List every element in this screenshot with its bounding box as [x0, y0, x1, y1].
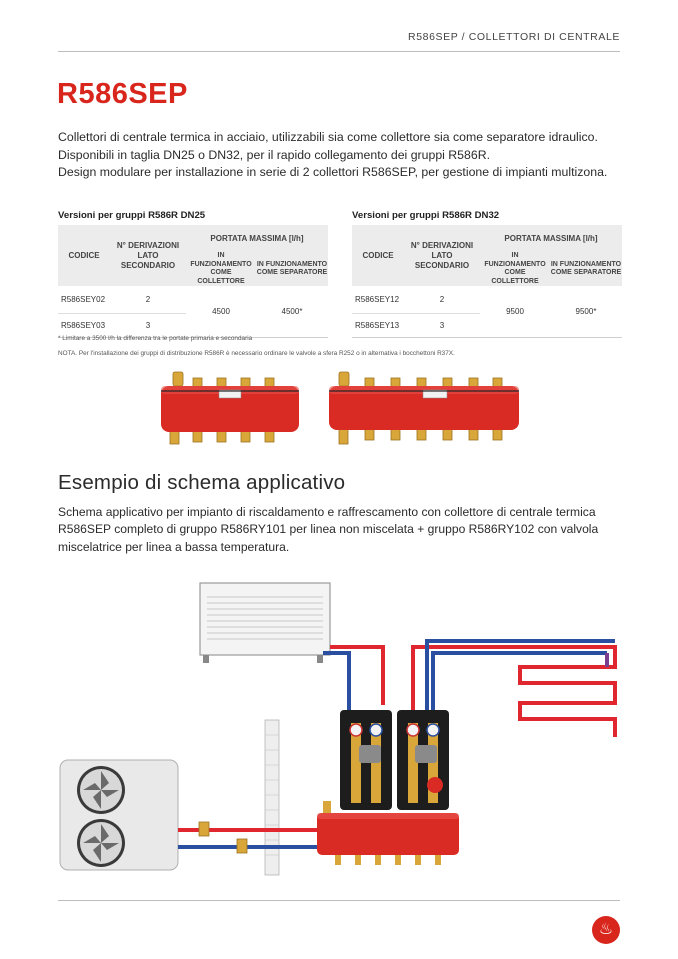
header-divider	[58, 51, 620, 52]
cell-flow-collector: 9500	[480, 286, 550, 337]
col-header-branches: N° DERIVAZIONI LATO SECONDARIO	[404, 225, 480, 286]
versions-table-dn32	[352, 225, 622, 338]
cell-branches: 3	[404, 313, 480, 337]
cell-code: R586SEY02	[58, 286, 110, 313]
example-text	[58, 504, 638, 556]
giacomini-logo-icon: ♨	[592, 916, 620, 944]
example-line: Schema applicativo per impianto di riscaldamento e raffrescamento con collettore di centrale termica	[58, 505, 596, 519]
product-image-r586sey03	[325, 370, 525, 452]
nota: NOTA. Per l'installazione dei gruppi di distribuzione R586R è necessario ordinare le valvole a sfera R252 o in alternativa i bocchettoni R37X.	[58, 350, 455, 357]
table-row	[352, 286, 622, 313]
example-title: Esempio di schema applicativo	[58, 471, 346, 494]
cell-branches: 3	[110, 313, 186, 337]
example-line: R586SEP completo di gruppo R586RY101 per linea non miscelata + gruppo R586RY102 con valvola	[58, 522, 599, 537]
col-header-branches: N° DERIVAZIONI LATO SECONDARIO	[110, 225, 186, 286]
intro-text	[58, 129, 628, 182]
table-title-dn25: Versioni per gruppi R586R DN25	[58, 210, 206, 221]
wall	[265, 720, 279, 875]
col-header-collector: IN FUNZIONAMENTO COME COLLETTORE	[186, 252, 256, 286]
cell-code: R586SEY03	[58, 313, 110, 337]
radiator	[200, 583, 330, 663]
page-title: R586SEP	[57, 78, 188, 110]
heat-pump-unit	[60, 760, 178, 870]
cell-flow-separator: 4500*	[256, 286, 328, 337]
col-header-code: CODICE	[58, 225, 110, 286]
intro-line: Collettori di centrale termica in acciaio, utilizzabili sia come collettore sia come separatore idraulico.	[58, 130, 598, 144]
intro-line: Disponibili in taglia DN25 o DN32, per il rapido collegamento dei gruppi R586R.	[58, 147, 490, 162]
cell-branches: 2	[404, 286, 480, 313]
footer-divider	[58, 900, 620, 901]
application-schematic	[55, 575, 625, 895]
pump-group-r586ry101	[340, 710, 392, 810]
col-header-collector: IN FUNZIONAMENTO COME COLLETTORE	[480, 252, 550, 286]
cell-branches: 2	[110, 286, 186, 313]
cell-code: R586SEY12	[352, 286, 404, 313]
table-title-dn32: Versioni per gruppi R586R DN32	[352, 210, 500, 221]
col-header-separator: IN FUNZIONAMENTO COME SEPARATORE	[256, 252, 328, 286]
col-header-flow: PORTATA MASSIMA [l/h]	[186, 225, 328, 252]
pump-group-r586ry102	[397, 710, 449, 810]
cell-code: R586SEY13	[352, 313, 404, 337]
intro-line: Design modulare per installazione in serie di 2 collettori R586SEP, per gestione di impianti multizona.	[58, 165, 608, 179]
col-header-flow: PORTATA MASSIMA [l/h]	[480, 225, 622, 252]
col-header-code: CODICE	[352, 225, 404, 286]
col-header-separator: IN FUNZIONAMENTO COME SEPARATORE	[550, 252, 622, 286]
product-image-r586sey02	[155, 370, 305, 452]
cell-flow-collector: 4500	[186, 286, 256, 337]
example-line: miscelatrice per linea a bassa temperatura.	[58, 539, 290, 554]
breadcrumb: R586SEP / COLLETTORI DI CENTRALE	[408, 31, 620, 43]
versions-table-dn25	[58, 225, 328, 338]
table-row	[58, 286, 328, 313]
footnote: * Limitare a 3500 l/h la differenza tra le portate primaria e secondaria	[58, 335, 253, 342]
collector-r586sep	[317, 801, 459, 865]
cell-flow-separator: 9500*	[550, 286, 622, 337]
